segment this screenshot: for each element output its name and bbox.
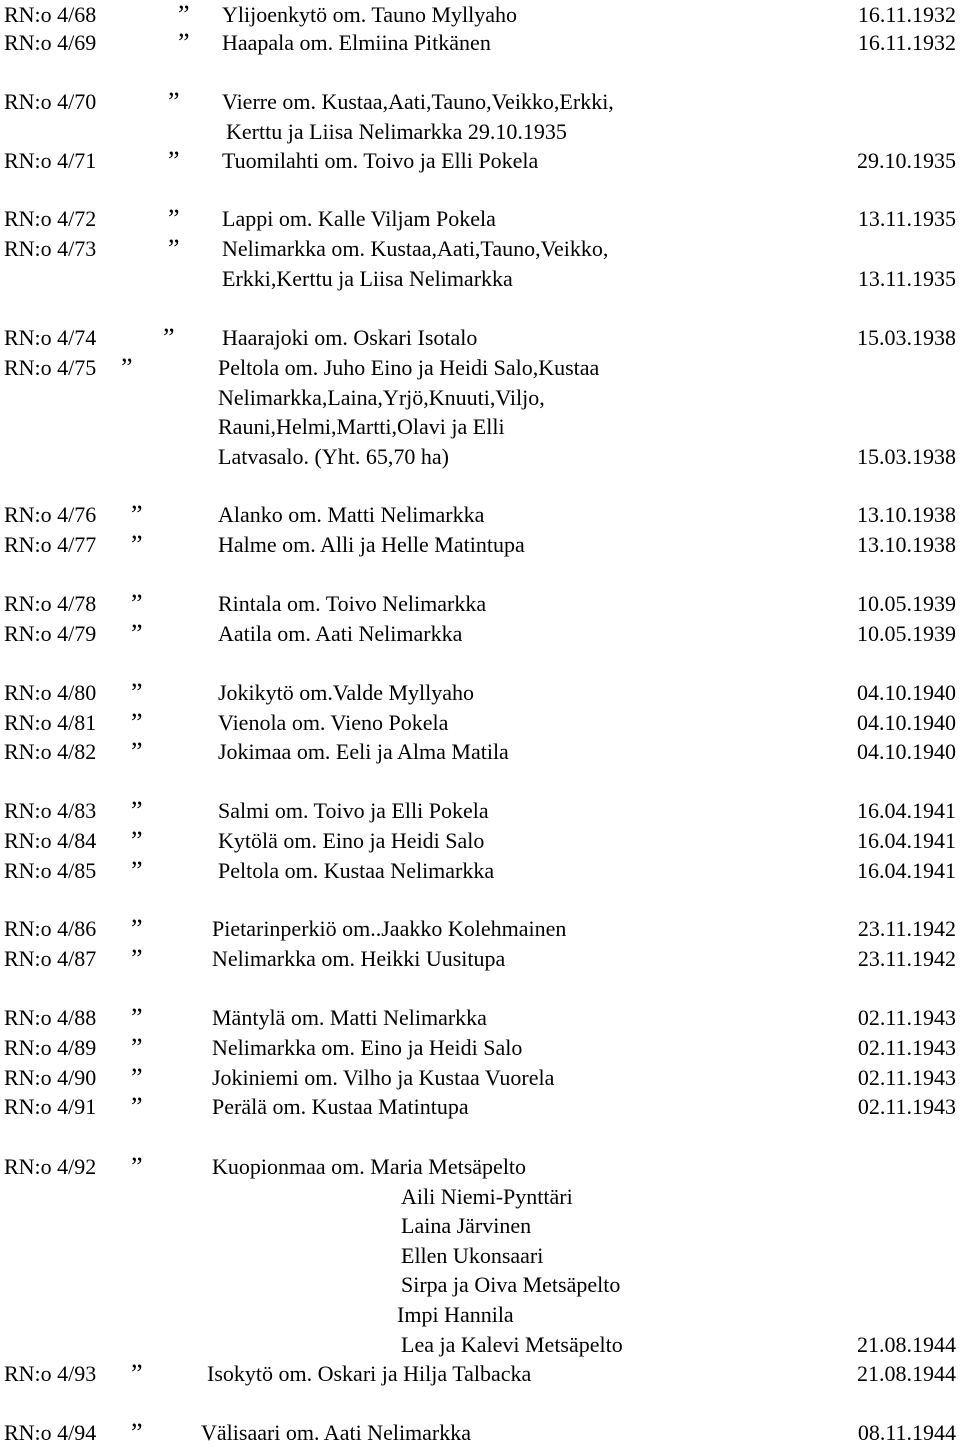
register-line xyxy=(0,737,960,767)
property-text: Nelimarkka om. Eino ja Heidi Salo xyxy=(212,1035,523,1060)
property-text: Peltola om. Juho Eino ja Heidi Salo,Kustaa xyxy=(218,355,600,380)
property-text: Nelimarkka om. Heikki Uusitupa xyxy=(212,946,506,971)
ditto-mark: ” xyxy=(178,0,190,29)
register-line xyxy=(0,117,960,147)
register-number: RN:o 4/82 xyxy=(4,739,97,764)
property-text: Isokytö om. Oskari ja Hilja Talbacka xyxy=(207,1361,532,1386)
ditto-mark: ” xyxy=(131,1033,143,1062)
property-text: Nelimarkka om. Kustaa,Aati,Tauno,Veikko, xyxy=(222,236,609,261)
register-line xyxy=(0,944,960,974)
register-line xyxy=(0,796,960,826)
registration-date: 04.10.1940 xyxy=(857,680,956,705)
property-text: Laina Järvinen xyxy=(401,1213,532,1239)
register-line xyxy=(0,1063,960,1093)
ditto-mark: ” xyxy=(131,1003,143,1032)
ditto-mark: ” xyxy=(163,323,175,352)
registration-date: 13.10.1938 xyxy=(857,502,956,527)
property-text: Kerttu ja Liisa Nelimarkka 29.10.1935 xyxy=(226,118,567,144)
register-line xyxy=(0,856,960,886)
property-text: Aili Niemi-Pynttäri xyxy=(401,1183,573,1209)
register-line xyxy=(0,914,960,944)
property-text: Mäntylä om. Matti Nelimarkka xyxy=(212,1005,487,1030)
ditto-mark: ” xyxy=(131,1418,143,1447)
registration-date: 21.08.1944 xyxy=(857,1361,956,1386)
register-number: RN:o 4/81 xyxy=(4,710,97,735)
register-line xyxy=(0,234,960,264)
ditto-mark: ” xyxy=(168,204,180,233)
property-text: Rauni,Helmi,Martti,Olavi ja Elli xyxy=(218,414,505,440)
register-line xyxy=(0,1033,960,1063)
registration-date: 04.10.1940 xyxy=(857,710,956,735)
register-number: RN:o 4/69 xyxy=(4,30,97,55)
property-text: Alanko om. Matti Nelimarkka xyxy=(218,502,485,527)
property-text: Vierre om. Kustaa,Aati,Tauno,Veikko,Erkki, xyxy=(222,89,614,114)
register-number: RN:o 4/72 xyxy=(4,206,97,231)
register-number: RN:o 4/79 xyxy=(4,621,97,646)
ditto-mark: ” xyxy=(131,619,143,648)
register-line xyxy=(0,87,960,117)
property-text: Kytölä om. Eino ja Heidi Salo xyxy=(218,828,485,853)
register-number: RN:o 4/93 xyxy=(4,1361,97,1386)
ditto-mark: ” xyxy=(131,1359,143,1388)
register-line xyxy=(0,1359,960,1389)
registration-date: 10.05.1939 xyxy=(857,621,956,646)
ditto-mark: ” xyxy=(131,1152,143,1181)
ditto-mark: ” xyxy=(131,678,143,707)
register-line xyxy=(0,204,960,234)
ditto-mark: ” xyxy=(131,796,143,825)
register-number: RN:o 4/75 xyxy=(4,355,97,380)
register-line xyxy=(0,1418,960,1448)
register-number: RN:o 4/71 xyxy=(4,148,97,173)
register-number: RN:o 4/87 xyxy=(4,946,97,971)
registration-date: 23.11.1942 xyxy=(857,916,956,941)
register-number: RN:o 4/88 xyxy=(4,1005,97,1030)
register-line xyxy=(0,530,960,560)
registration-date: 13.11.1935 xyxy=(857,206,956,231)
register-line xyxy=(0,442,960,472)
registration-date: 29.10.1935 xyxy=(857,148,956,173)
property-text: Ellen Ukonsaari xyxy=(401,1242,544,1268)
register-line xyxy=(0,264,960,294)
ditto-mark: ” xyxy=(131,500,143,529)
register-line xyxy=(0,619,960,649)
ditto-mark: ” xyxy=(131,530,143,559)
register-number: RN:o 4/83 xyxy=(4,798,97,823)
ditto-mark: ” xyxy=(131,737,143,766)
ditto-mark: ” xyxy=(121,353,133,382)
property-text: Pietarinperkiö om..Jaakko Kolehmainen xyxy=(212,916,567,941)
register-line xyxy=(0,28,960,58)
ditto-mark: ” xyxy=(131,944,143,973)
ditto-mark: ” xyxy=(131,589,143,618)
register-number: RN:o 4/74 xyxy=(4,325,97,350)
registration-date: 10.05.1939 xyxy=(857,591,956,616)
register-number: RN:o 4/68 xyxy=(4,2,97,27)
property-text: Lea ja Kalevi Metsäpelto xyxy=(401,1331,623,1357)
registration-date: 02.11.1943 xyxy=(857,1094,956,1119)
registration-date: 23.11.1942 xyxy=(857,946,956,971)
registration-date: 15.03.1938 xyxy=(857,325,956,350)
property-text: Jokikytö om.Valde Myllyaho xyxy=(218,680,475,705)
registration-date: 04.10.1940 xyxy=(857,739,956,764)
property-text: Perälä om. Kustaa Matintupa xyxy=(212,1094,469,1119)
property-text: Kuopionmaa om. Maria Metsäpelto xyxy=(212,1154,527,1179)
ditto-mark: ” xyxy=(131,914,143,943)
property-text: Haarajoki om. Oskari Isotalo xyxy=(222,325,478,350)
registration-date: 21.08.1944 xyxy=(857,1331,956,1357)
ditto-mark: ” xyxy=(168,234,180,263)
register-number: RN:o 4/89 xyxy=(4,1035,97,1060)
register-line xyxy=(0,412,960,442)
register-number: RN:o 4/84 xyxy=(4,828,97,853)
register-line xyxy=(0,1211,960,1241)
property-text: Välisaari om. Aati Nelimarkka xyxy=(201,1420,472,1445)
registration-date: 13.10.1938 xyxy=(857,532,956,557)
property-text: Peltola om. Kustaa Nelimarkka xyxy=(218,858,495,883)
ditto-mark: ” xyxy=(168,146,180,175)
ditto-mark: ” xyxy=(178,28,190,57)
register-line xyxy=(0,0,960,30)
property-text: Ylijoenkytö om. Tauno Myllyaho xyxy=(222,2,518,27)
ditto-mark: ” xyxy=(131,826,143,855)
ditto-mark: ” xyxy=(131,856,143,885)
ditto-mark: ” xyxy=(168,87,180,116)
property-text: Erkki,Kerttu ja Liisa Nelimarkka xyxy=(222,265,513,291)
registration-date: 08.11.1944 xyxy=(857,1420,956,1445)
property-text: Latvasalo. (Yht. 65,70 ha) xyxy=(218,443,449,469)
register-number: RN:o 4/70 xyxy=(4,89,97,114)
register-number: RN:o 4/86 xyxy=(4,916,97,941)
register-line xyxy=(0,1092,960,1122)
registration-date: 16.11.1932 xyxy=(857,30,956,55)
register-number: RN:o 4/94 xyxy=(4,1420,97,1445)
register-line xyxy=(0,708,960,738)
property-text: Haapala om. Elmiina Pitkänen xyxy=(222,30,491,55)
register-line xyxy=(0,1003,960,1033)
register-line xyxy=(0,383,960,413)
property-text: Sirpa ja Oiva Metsäpelto xyxy=(401,1272,621,1298)
registration-date: 02.11.1943 xyxy=(857,1005,956,1030)
register-line xyxy=(0,589,960,619)
property-text: Vienola om. Vieno Pokela xyxy=(218,710,449,735)
register-line xyxy=(0,826,960,856)
registration-date: 16.11.1932 xyxy=(857,2,956,27)
register-line xyxy=(0,1152,960,1182)
property-text: Aatila om. Aati Nelimarkka xyxy=(218,621,463,646)
registration-date: 15.03.1938 xyxy=(857,443,956,469)
register-line xyxy=(0,1330,960,1360)
property-text: Jokiniemi om. Vilho ja Kustaa Vuorela xyxy=(212,1065,555,1090)
registration-date: 13.11.1935 xyxy=(857,265,956,291)
register-line xyxy=(0,146,960,176)
property-text: Tuomilahti om. Toivo ja Elli Pokela xyxy=(222,148,539,173)
register-number: RN:o 4/78 xyxy=(4,591,97,616)
property-text: Lappi om. Kalle Viljam Pokela xyxy=(222,206,496,231)
property-text: Rintala om. Toivo Nelimarkka xyxy=(218,591,487,616)
register-line xyxy=(0,353,960,383)
registration-date: 16.04.1941 xyxy=(857,858,956,883)
registration-date: 02.11.1943 xyxy=(857,1035,956,1060)
registration-date: 16.04.1941 xyxy=(857,798,956,823)
register-number: RN:o 4/90 xyxy=(4,1065,97,1090)
ditto-mark: ” xyxy=(131,708,143,737)
register-number: RN:o 4/85 xyxy=(4,858,97,883)
register-number: RN:o 4/80 xyxy=(4,680,97,705)
register-number: RN:o 4/77 xyxy=(4,532,97,557)
register-line xyxy=(0,1270,960,1300)
register-line xyxy=(0,500,960,530)
registration-date: 16.04.1941 xyxy=(857,828,956,853)
property-text: Salmi om. Toivo ja Elli Pokela xyxy=(218,798,489,823)
register-line xyxy=(0,1182,960,1212)
property-text: Jokimaa om. Eeli ja Alma Matila xyxy=(218,739,509,764)
property-text: Nelimarkka,Laina,Yrjö,Knuuti,Viljo, xyxy=(218,384,545,410)
property-text: Halme om. Alli ja Helle Matintupa xyxy=(218,532,525,557)
property-text: Impi Hannila xyxy=(397,1302,514,1327)
register-line xyxy=(0,323,960,353)
register-line xyxy=(0,1241,960,1271)
register-line xyxy=(0,1300,960,1330)
register-number: RN:o 4/92 xyxy=(4,1154,97,1179)
ditto-mark: ” xyxy=(131,1092,143,1121)
ditto-mark: ” xyxy=(131,1063,143,1092)
registration-date: 02.11.1943 xyxy=(857,1065,956,1090)
register-number: RN:o 4/91 xyxy=(4,1094,97,1119)
register-line xyxy=(0,678,960,708)
register-number: RN:o 4/76 xyxy=(4,502,97,527)
register-number: RN:o 4/73 xyxy=(4,236,97,261)
